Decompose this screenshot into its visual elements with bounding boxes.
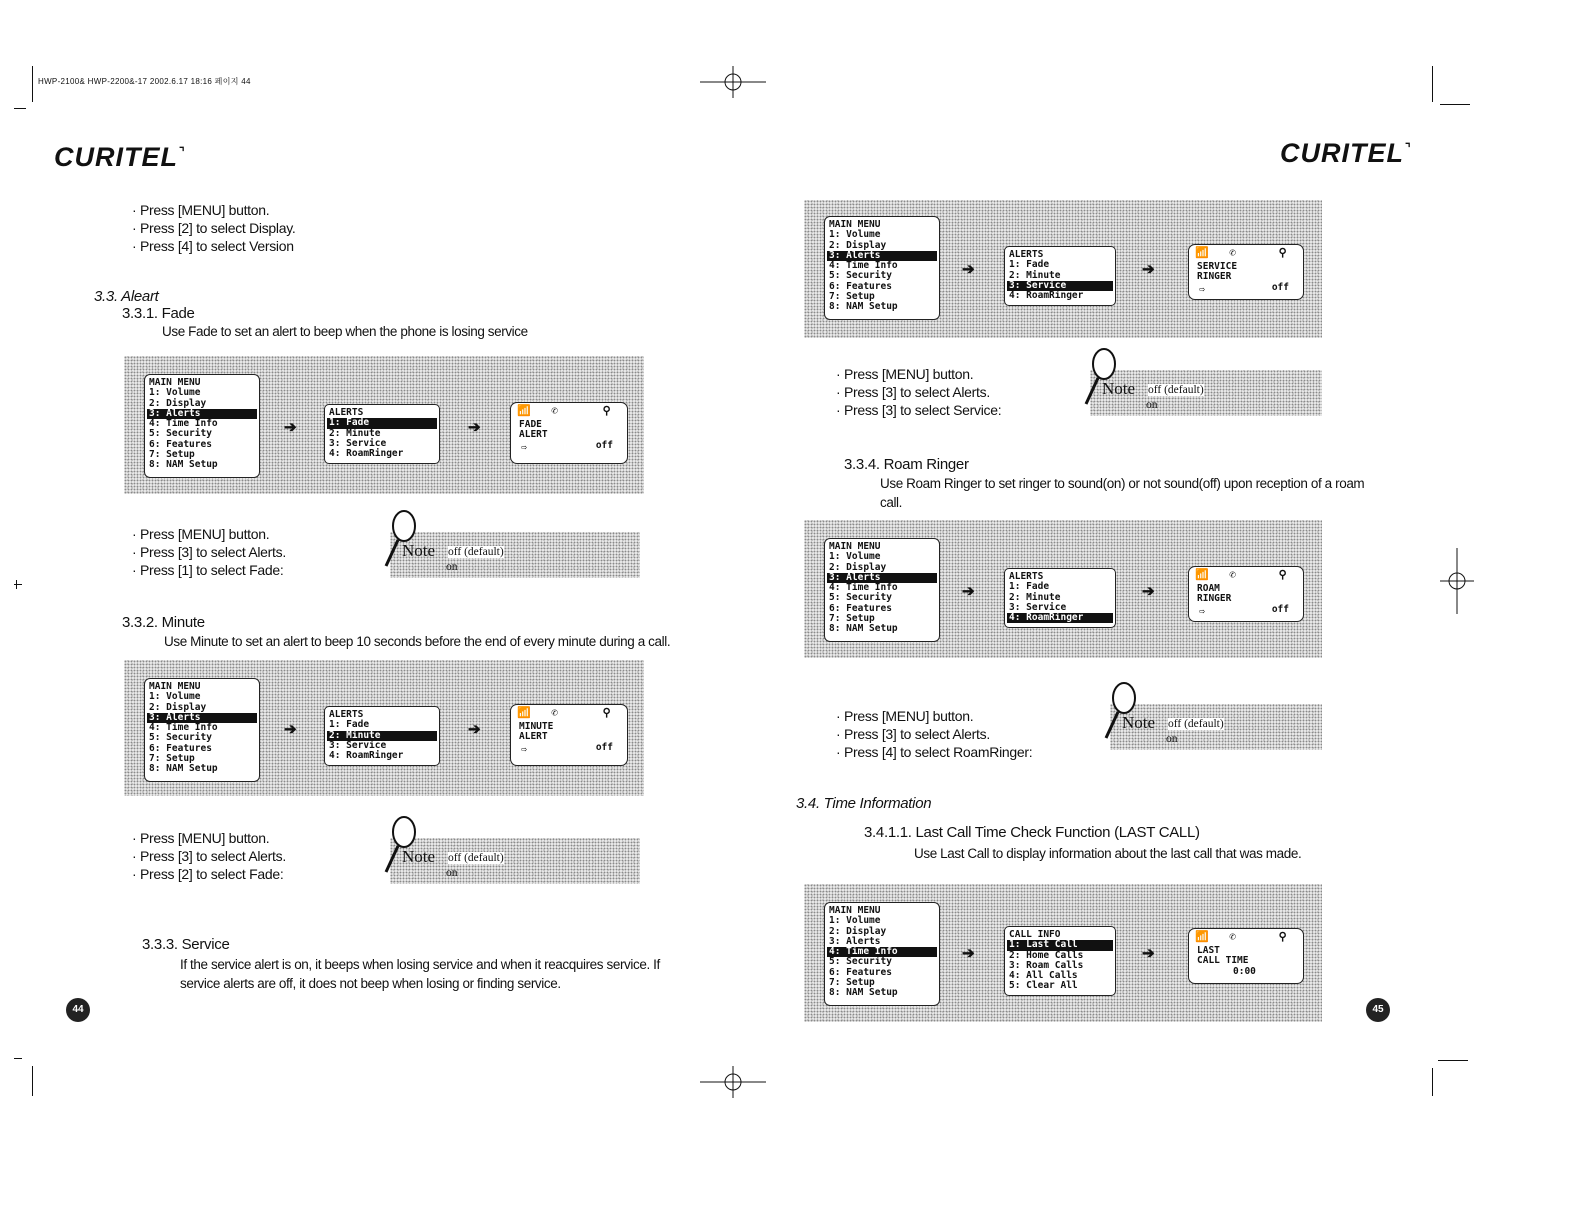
phone-icon: ✆ (1229, 246, 1236, 259)
search-icon: ⚲ (602, 404, 611, 417)
magnifier-icon (380, 508, 440, 572)
roam-step: · Press [MENU] button. (836, 708, 974, 724)
service-alert-screen: 📶 ✆ ⚲ SERVICE RINGER ⇨ off (1188, 244, 1304, 300)
crop-mark (32, 1066, 33, 1096)
service-diagram (804, 200, 1322, 338)
lastcall-diagram (804, 884, 1322, 1022)
subsection-heading: 3.3.3. Service (142, 936, 230, 953)
roam-description: Use Roam Ringer to set ringer to sound(on) or not sound(off) upon reception of a roam call. (880, 476, 1365, 510)
main-menu-screen: MAIN MENU 1: Volume 2: Display 3: Alerts 4: Time Info 5: Security 6: Features 7: Setup 8: NAM Setup (824, 902, 940, 1006)
signal-icon: 📶 (1195, 246, 1209, 259)
lastcall-description: Use Last Call to display information about the last call that was made. (914, 846, 1302, 861)
subsection-heading: 3.3.4. Roam Ringer (844, 456, 969, 473)
subsection-heading: 3.3.2. Minute (122, 614, 205, 631)
service-step: · Press [3] to select Service: (836, 402, 1002, 418)
roam-diagram (804, 520, 1322, 658)
page-number-badge: 44 (66, 998, 90, 1022)
fade-step: · Press [3] to select Alerts. (132, 544, 286, 560)
fade-step: · Press [MENU] button. (132, 526, 270, 542)
signal-icon: 📶 (517, 706, 531, 719)
main-menu-screen: MAIN MENU 1: Volume 2: Display 3: Alerts 4: Time Info 5: Security 6: Features 7: Setup 8: NAM Setup (144, 374, 260, 478)
note-minute: Note off (default) on (380, 814, 640, 884)
roam-step: · Press [4] to select RoamRinger: (836, 744, 1033, 760)
signal-icon: 📶 (1195, 930, 1209, 943)
crop-mark (1432, 66, 1433, 102)
phone-icon: ✆ (551, 404, 558, 417)
phone-icon: ✆ (551, 706, 558, 719)
minute-description: Use Minute to set an alert to beep 10 seconds before the end of every minute during a call. (164, 634, 671, 649)
service-step: · Press [3] to select Alerts. (836, 384, 990, 400)
service-description: If the service alert is on, it beeps when losing service and when it reacquires service. If service alerts are off, it does not beep when losing or finding service. (180, 957, 660, 991)
roam-step: · Press [3] to select Alerts. (836, 726, 990, 742)
header-code: HWP-2100& HWP-2200&-17 2002.6.17 18:16 페이지 44 (38, 77, 251, 86)
alerts-menu-screen: ALERTS 1: Fade 2: Minute 3: Service 4: RoamRinger (1004, 568, 1116, 628)
fade-description: Use Fade to set an alert to beep when the phone is losing service (162, 324, 528, 339)
brand-logo-right: CURITEL⌝ (1280, 138, 1412, 168)
crop-mark (32, 66, 33, 102)
section-heading: 3.4. Time Information (796, 795, 932, 812)
fade-alert-screen: 📶 ✆ ⚲ FADE ALERT ⇨ off (510, 402, 628, 464)
brand-logo-left: CURITEL⌝ (54, 142, 186, 172)
subsection-heading: 3.3.1. Fade (122, 305, 195, 322)
crop-mark (1432, 1068, 1433, 1096)
alerts-menu-screen: ALERTS 1: Fade 2: Minute 3: Service 4: RoamRinger (324, 706, 440, 766)
roam-ringer-screen: 📶 ✆ ⚲ ROAM RINGER ⇨ off (1188, 566, 1304, 622)
crop-mark (1438, 1060, 1468, 1061)
callinfo-menu-screen: CALL INFO 1: Last Call 2: Home Calls 3: Roam Calls 4: All Calls 5: Clear All (1004, 926, 1116, 996)
note-roam: Note off (default) on (1100, 680, 1322, 750)
magnifier-icon (1080, 346, 1140, 410)
flow-arrow-icon: ➔ (284, 419, 297, 436)
service-step: · Press [MENU] button. (836, 366, 974, 382)
intro-step: · Press [4] to select Version (132, 238, 294, 254)
phone-icon: ✆ (1229, 568, 1236, 581)
main-menu-screen: MAIN MENU 1: Volume 2: Display 3: Alerts 4: Time Info 5: Security 6: Features 7: Setup 8: NAM Setup (144, 678, 260, 782)
fade-diagram (124, 356, 644, 494)
flow-arrow-icon: ➔ (962, 261, 975, 278)
flow-arrow-icon: ➔ (1142, 583, 1155, 600)
flow-arrow-icon: ➔ (962, 945, 975, 962)
flow-arrow-icon: ➔ (962, 583, 975, 600)
minute-alert-screen: 📶 ✆ ⚲ MINUTE ALERT ⇨ off (510, 704, 628, 766)
minute-step: · Press [3] to select Alerts. (132, 848, 286, 864)
search-icon: ⚲ (602, 706, 611, 719)
note-service: Note off (default) on (1080, 346, 1322, 416)
flow-arrow-icon: ➔ (468, 419, 481, 436)
crop-mark (16, 580, 17, 589)
fade-step: · Press [1] to select Fade: (132, 562, 284, 578)
page-number-badge: 45 (1366, 998, 1390, 1022)
magnifier-icon (380, 814, 440, 878)
intro-step: · Press [MENU] button. (132, 202, 270, 218)
magnifier-icon (1100, 680, 1160, 744)
minute-step: · Press [2] to select Fade: (132, 866, 284, 882)
alerts-menu-screen: ALERTS 1: Fade 2: Minute 3: Service 4: RoamRinger (324, 404, 440, 464)
search-icon: ⚲ (1278, 568, 1287, 581)
search-icon: ⚲ (1278, 930, 1287, 943)
signal-icon: 📶 (517, 404, 531, 417)
alerts-menu-screen: ALERTS 1: Fade 2: Minute 3: Service 4: RoamRinger (1004, 246, 1116, 306)
registration-mark-bottom (700, 1066, 766, 1098)
intro-step: · Press [2] to select Display. (132, 220, 296, 236)
signal-icon: 📶 (1195, 568, 1209, 581)
flow-arrow-icon: ➔ (284, 721, 297, 738)
registration-mark-right (1440, 548, 1474, 614)
phone-icon: ✆ (1229, 930, 1236, 943)
crop-mark (14, 108, 26, 109)
last-call-time-screen: 📶 ✆ ⚲ LAST CALL TIME 0:00 (1188, 928, 1304, 984)
flow-arrow-icon: ➔ (468, 721, 481, 738)
minute-step: · Press [MENU] button. (132, 830, 270, 846)
section-heading: 3.3. Aleart (94, 288, 159, 305)
crop-mark (14, 1058, 22, 1059)
flow-arrow-icon: ➔ (1142, 945, 1155, 962)
main-menu-screen: MAIN MENU 1: Volume 2: Display 3: Alerts 4: Time Info 5: Security 6: Features 7: Setup 8: NAM Setup (824, 216, 940, 320)
flow-arrow-icon: ➔ (1142, 261, 1155, 278)
registration-mark-top (700, 66, 766, 98)
search-icon: ⚲ (1278, 246, 1287, 259)
crop-mark (1440, 104, 1470, 105)
subsection-heading: 3.4.1.1. Last Call Time Check Function (LAST CALL) (864, 824, 1200, 841)
main-menu-screen: MAIN MENU 1: Volume 2: Display 3: Alerts 4: Time Info 5: Security 6: Features 7: Setup 8: NAM Setup (824, 538, 940, 642)
minute-diagram (124, 660, 644, 796)
note-fade: Note off (default) on (380, 508, 640, 578)
